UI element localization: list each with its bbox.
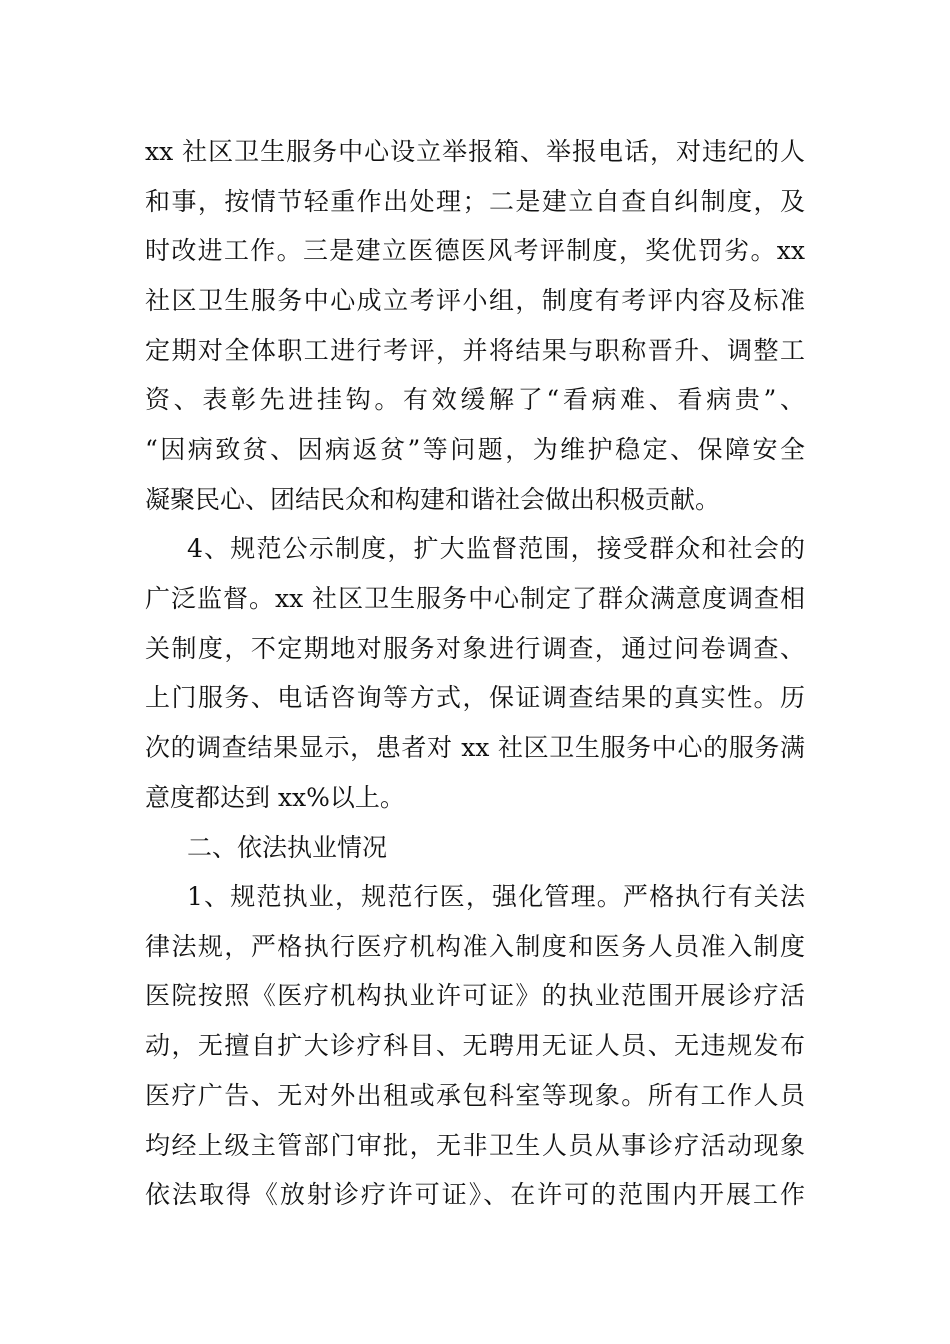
section-heading: 二、依法执业情况 [187,833,388,862]
body-text-line: xx 社区卫生服务中心设立举报箱、举报电话，对违纪的人 [145,137,805,166]
body-text-line: 动，无擅自扩大诊疗科目、无聘用无证人员、无违规发布 [145,1031,805,1060]
body-text-line: 时改进工作。三是建立医德医风考评制度，奖优罚劣。xx [145,236,805,265]
body-text-line: 上门服务、电话咨询等方式，保证调查结果的真实性。历 [145,683,805,712]
body-text-line: 定期对全体职工进行考评，并将结果与职称晋升、调整工 [145,336,805,365]
body-text-line: 律法规，严格执行医疗机构准入制度和医务人员准入制度 [145,932,805,961]
body-text-line: 社区卫生服务中心成立考评小组，制度有考评内容及标准 [145,286,805,315]
body-text-line: 和事，按情节轻重作出处理；二是建立自查自纠制度，及 [145,187,805,216]
body-text-line: 医院按照《医疗机构执业许可证》的执业范围开展诊疗活 [145,981,805,1010]
body-text-line: 广泛监督。xx 社区卫生服务中心制定了群众满意度调查相 [145,584,805,613]
body-text-line: 关制度，不定期地对服务对象进行调查，通过问卷调查、 [145,634,805,663]
body-text-line: 资、表彰先进挂钩。有效缓解了“看病难、看病贵”、 [145,385,805,414]
body-text-line: “因病致贫、因病返贫”等问题，为维护稳定、保障安全 [145,435,805,464]
body-text-line: 次的调查结果显示，患者对 xx 社区卫生服务中心的服务满 [145,733,805,762]
body-text-line: 凝聚民心、团结民众和构建和谐社会做出积极贡献。 [145,485,721,514]
body-text-line: 医疗广告、无对外出租或承包科室等现象。所有工作人员 [145,1081,805,1110]
body-text-line: 均经上级主管部门审批，无非卫生人员从事诊疗活动现象 [145,1131,805,1160]
body-text-line: 意度都达到 xx%以上。 [145,783,405,812]
paragraph-start-line: 1、规范执业，规范行医，强化管理。严格执行有关法 [187,882,805,911]
paragraph-start-line: 4、规范公示制度，扩大监督范围，接受群众和社会的 [187,534,805,563]
body-text-line: 依法取得《放射诊疗许可证》、在许可的范围内开展工作 [145,1180,805,1209]
